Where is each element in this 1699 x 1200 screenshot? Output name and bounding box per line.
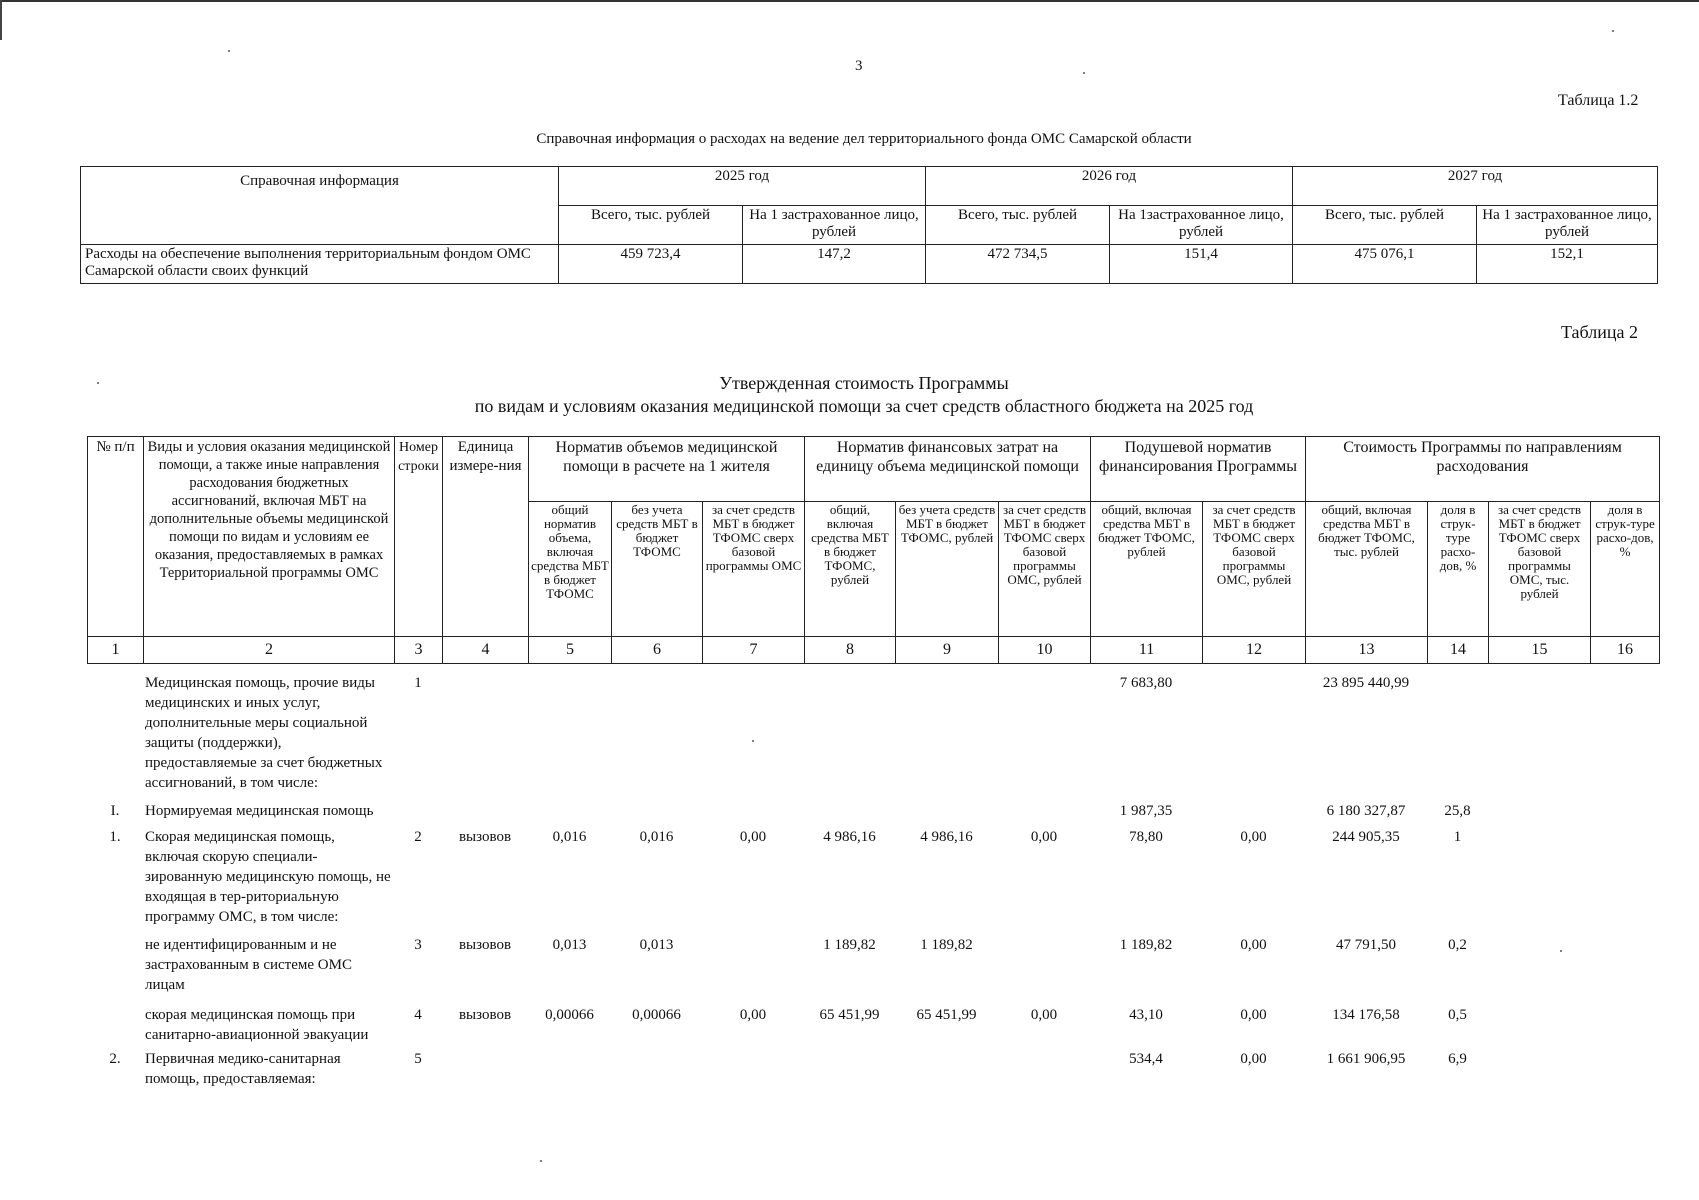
- row-spacer: [87, 793, 1659, 801]
- row-name: скорая медицинская помощь при санитарно-авиационной эвакуации: [145, 1007, 369, 1043]
- cell-col-16: [1590, 827, 1659, 927]
- row-spacer-cell: [87, 995, 1659, 1005]
- table-2-title-line1: Утвержденная стоимость Программы: [719, 373, 1009, 393]
- header-col-15: за счет средств МБТ в бюджет ТФОМС сверх базовой программы ОМС, тыс. рублей: [1489, 502, 1591, 637]
- scan-left-mark: [0, 0, 2, 40]
- cell-col-15: [1488, 673, 1590, 793]
- cell-col-9: [895, 801, 998, 821]
- table-row: [87, 827, 1659, 927]
- cell-col-10: [998, 801, 1090, 821]
- row-number: [87, 935, 143, 995]
- cell-col-9: 65 451,99: [916, 1007, 977, 1023]
- row-line-number: 3: [414, 937, 422, 953]
- scan-top-border: [0, 0, 1699, 6]
- col-number: 7: [703, 637, 805, 664]
- cell-col-8: 4 986,16: [823, 829, 876, 845]
- cell-col-11: 7 683,80: [1119, 675, 1173, 691]
- cell-col-13: 23 895 440,99: [1322, 675, 1410, 691]
- row-name: Нормируемая медицинская помощь: [145, 803, 374, 819]
- row-line-number: 2: [414, 829, 422, 845]
- cell-col-6: [611, 1049, 702, 1089]
- row-line-number: 4: [414, 1007, 422, 1023]
- cell-col-15: [1488, 1005, 1590, 1045]
- cell-col-5: 0,00066: [545, 1007, 594, 1023]
- scan-speck: [1612, 30, 1614, 32]
- header-2026: 2026 год: [926, 167, 1293, 206]
- cell-col-15: [1488, 827, 1590, 927]
- cell-col-16: [1590, 673, 1659, 793]
- table-row: [87, 673, 1659, 793]
- cell-col-7: [702, 1049, 804, 1089]
- cell-col-13: 244 905,35: [1332, 829, 1400, 845]
- header-col-11: общий, включая средства МБТ в бюджет ТФОМС, рублей: [1091, 502, 1203, 637]
- col-number: 3: [395, 637, 443, 664]
- col-number: 14: [1428, 637, 1489, 664]
- header-2027: 2027 год: [1293, 167, 1658, 206]
- cell-col-5: 0,013: [552, 937, 587, 953]
- cell-col-14: [1427, 673, 1488, 793]
- header-col-6: без учета средств МБТ в бюджет ТФОМС: [612, 502, 703, 637]
- cell-total-2025: 459 723,4: [559, 245, 743, 284]
- header-total-2025: Всего, тыс. рублей: [559, 206, 743, 245]
- row-unit: вызовов: [458, 937, 512, 953]
- cell-col-9: [895, 1049, 998, 1089]
- table-row: [87, 935, 1659, 995]
- cell-col-6: 0,016: [639, 829, 674, 845]
- row-unit: [442, 673, 528, 793]
- row-number: [87, 673, 143, 793]
- cell-col-16: [1590, 801, 1659, 821]
- cell-col-12: [1202, 673, 1305, 793]
- cell-col-8: [804, 673, 895, 793]
- table-1-2-title: Справочная информация о расходах на ведение дел территориального фонда ОМС Самарской области: [536, 131, 1192, 147]
- row-unit: [442, 1049, 528, 1089]
- table-row: [87, 1049, 1659, 1089]
- row-name: Медицинская помощь, прочие виды медицинских и иных услуг, дополнительные меры социальной защиты (поддержки), предоставляемые за счет бюджетных ассигнований, в том числе:: [145, 675, 383, 791]
- cell-per-2025: 147,2: [743, 245, 926, 284]
- row-spacer-cell: [87, 793, 1659, 801]
- header-col-5: общий норматив объема, включая средства МБТ в бюджет ТФОМС: [529, 502, 612, 637]
- row-name: Первичная медико-санитарная помощь, предоставляемая:: [145, 1051, 341, 1087]
- col-number: 16: [1591, 637, 1660, 664]
- cell-col-7: [702, 673, 804, 793]
- cell-col-11: 534,4: [1129, 1051, 1163, 1067]
- column-numbers-row: [88, 637, 1660, 664]
- cell-col-7: [702, 801, 804, 821]
- cell-col-12: 0,00: [1240, 1007, 1267, 1023]
- col-number: 2: [144, 637, 395, 664]
- table-2-title: [0, 372, 1699, 418]
- page-number: 3: [855, 58, 863, 74]
- cell-col-9: 4 986,16: [920, 829, 973, 845]
- row-spacer: [87, 927, 1659, 935]
- row-spacer: [87, 995, 1659, 1005]
- header-group-total: Стоимость Программы по направлениям расходования: [1306, 437, 1660, 502]
- cell-per-2027: 152,1: [1477, 245, 1658, 284]
- cell-col-13: 47 791,50: [1336, 937, 1396, 953]
- header-group-percap: Подушевой норматив финансирования Программы: [1091, 437, 1306, 502]
- header-col-13: общий, включая средства МБТ в бюджет ТФОМС, тыс. рублей: [1306, 502, 1428, 637]
- cell-col-15: [1488, 801, 1590, 821]
- col-number: 5: [529, 637, 612, 664]
- cell-total-2027: 475 076,1: [1293, 245, 1477, 284]
- cell-col-12: 0,00: [1240, 1051, 1267, 1067]
- cell-col-7: 0,00: [739, 1007, 767, 1023]
- cell-col-5: [528, 801, 611, 821]
- cell-col-11: 1 987,35: [1119, 803, 1173, 819]
- cell-col-15: [1488, 935, 1590, 995]
- cell-col-13: 1 661 906,95: [1326, 1051, 1406, 1067]
- header-col-7: за счет средств МБТ в бюджет ТФОМС сверх базовой программы ОМС: [703, 502, 805, 637]
- cell-col-14: 0,2: [1448, 937, 1467, 953]
- header-per-2027: На 1 застрахованное лицо, рублей: [1477, 206, 1658, 245]
- header-col-9: без учета средств МБТ в бюджет ТФОМС, рублей: [896, 502, 999, 637]
- table-2-title-line2: по видам и условиям оказания медицинской помощи за счет средств областного бюджета на 2025 год: [474, 396, 1254, 416]
- row-number: 1.: [109, 829, 121, 845]
- cell-col-6: 0,013: [639, 937, 674, 953]
- header-per-2025: На 1 застрахованное лицо, рублей: [743, 206, 926, 245]
- col-number: 12: [1203, 637, 1306, 664]
- col-number: 11: [1091, 637, 1203, 664]
- table-2-label: Таблица 2: [1561, 322, 1638, 342]
- cell-col-8: 65 451,99: [819, 1007, 880, 1023]
- cell-col-5: [528, 1049, 611, 1089]
- cell-col-11: 43,10: [1129, 1007, 1163, 1023]
- row-line-number: 5: [414, 1051, 422, 1067]
- scan-speck: [97, 382, 99, 384]
- header-total-2026: Всего, тыс. рублей: [926, 206, 1110, 245]
- scan-speck: [228, 50, 230, 52]
- cell-col-8: [804, 1049, 895, 1089]
- table-2-body: [87, 673, 1659, 1089]
- cell-per-2026: 151,4: [1110, 245, 1293, 284]
- cell-col-12: 0,00: [1240, 937, 1267, 953]
- row-unit: вызовов: [458, 829, 512, 845]
- row-unit: [442, 801, 528, 821]
- cell-col-11: 78,80: [1129, 829, 1163, 845]
- table-row: [87, 801, 1659, 821]
- table-1-2-label: Таблица 1.2: [1558, 92, 1639, 109]
- table-1-2: [80, 166, 1658, 284]
- row-line-number: 1: [414, 675, 422, 691]
- header-2025: 2025 год: [559, 167, 926, 206]
- header-col-12: за счет средств МБТ в бюджет ТФОМС сверх базовой программы ОМС, рублей: [1203, 502, 1306, 637]
- cell-col-8: [804, 801, 895, 821]
- cell-col-14: 1: [1453, 829, 1462, 845]
- header-col-8: общий, включая средства МБТ в бюджет ТФОМС, рублей: [805, 502, 896, 637]
- cell-col-16: [1590, 935, 1659, 995]
- header-per-2026: На 1застрахованное лицо, рублей: [1110, 206, 1293, 245]
- cell-col-14: 25,8: [1444, 803, 1471, 819]
- col-number: 6: [612, 637, 703, 664]
- header-group-cost: Норматив финансовых затрат на единицу объема медицинской помощи: [805, 437, 1091, 502]
- cell-col-6: [611, 801, 702, 821]
- cell-col-10: [998, 673, 1090, 793]
- col-number: 1: [88, 637, 144, 664]
- cell-total-2026: 472 734,5: [926, 245, 1110, 284]
- cell-col-5: [528, 673, 611, 793]
- cell-col-6: [611, 673, 702, 793]
- header-col-14: доля в струк-туре расхо-дов, %: [1428, 502, 1489, 637]
- cell-col-12: [1202, 801, 1305, 821]
- row-number: [87, 1005, 143, 1045]
- cell-col-7: [702, 935, 804, 995]
- row-name: Скорая медицинская помощь, включая скорую специали-зированную медицинскую помощь, не входящая в тер-риториальную программу ОМС, в том числе:: [145, 829, 391, 925]
- row-label: Расходы на обеспечение выполнения территориальным фондом ОМС Самарской области своих функций: [81, 245, 559, 284]
- scan-speck: [1560, 950, 1562, 952]
- table-row: [87, 1005, 1659, 1045]
- col-number: 13: [1306, 637, 1428, 664]
- header-total-2027: Всего, тыс. рублей: [1293, 206, 1477, 245]
- header-col-1: № п/п: [88, 437, 144, 637]
- table-2-header: [87, 436, 1660, 664]
- row-spacer-cell: [87, 927, 1659, 935]
- cell-col-12: 0,00: [1240, 829, 1267, 845]
- header-col-4: Единица измере-ния: [443, 437, 529, 637]
- col-number: 4: [443, 637, 529, 664]
- cell-col-9: [895, 673, 998, 793]
- row-number: 2.: [109, 1051, 121, 1067]
- col-number: 9: [896, 637, 999, 664]
- header-col-3: Номер строки: [395, 437, 443, 637]
- cell-col-14: 6,9: [1448, 1051, 1467, 1067]
- cell-col-11: 1 189,82: [1119, 937, 1173, 953]
- header-col-16: доля в струк-туре расхо-дов, %: [1591, 502, 1660, 637]
- cell-col-6: 0,00066: [632, 1007, 681, 1023]
- row-name: не идентифицированным и не застрахованным в системе ОМС лицам: [145, 937, 352, 993]
- cell-col-13: 6 180 327,87: [1326, 803, 1406, 819]
- cell-col-10: 0,00: [1030, 829, 1058, 845]
- cell-col-7: 0,00: [739, 829, 767, 845]
- scan-speck: [1083, 72, 1085, 74]
- cell-col-10: [998, 935, 1090, 995]
- cell-col-16: [1590, 1049, 1659, 1089]
- scan-speck: [540, 1160, 542, 1162]
- cell-col-5: 0,016: [552, 829, 587, 845]
- col-number: 10: [999, 637, 1091, 664]
- cell-col-10: 0,00: [1030, 1007, 1058, 1023]
- cell-col-10: [998, 1049, 1090, 1089]
- scan-speck: [752, 740, 754, 742]
- col-number: 15: [1489, 637, 1591, 664]
- row-line-number: [394, 801, 442, 821]
- cell-col-14: 0,5: [1448, 1007, 1467, 1023]
- cell-col-8: 1 189,82: [823, 937, 876, 953]
- header-info: Справочная информация: [81, 167, 559, 245]
- header-group-volume: Норматив объемов медицинской помощи в расчете на 1 жителя: [529, 437, 805, 502]
- cell-col-13: 134 176,58: [1332, 1007, 1400, 1023]
- header-col-10: за счет средств МБТ в бюджет ТФОМС сверх базовой программы ОМС, рублей: [999, 502, 1091, 637]
- table-row: [81, 245, 1658, 284]
- cell-col-16: [1590, 1005, 1659, 1045]
- row-number: I.: [110, 803, 120, 819]
- header-col-2: Виды и условия оказания медицинской помощи, а также иные направления расходования бюджетных ассигнований, включая МБТ на дополнительные объемы медицинской помощи по видам и условиям ее оказания, предоставляемых в рамках Территориальной программы ОМС: [144, 437, 395, 637]
- cell-col-15: [1488, 1049, 1590, 1089]
- row-unit: вызовов: [458, 1007, 512, 1023]
- cell-col-9: 1 189,82: [920, 937, 973, 953]
- col-number: 8: [805, 637, 896, 664]
